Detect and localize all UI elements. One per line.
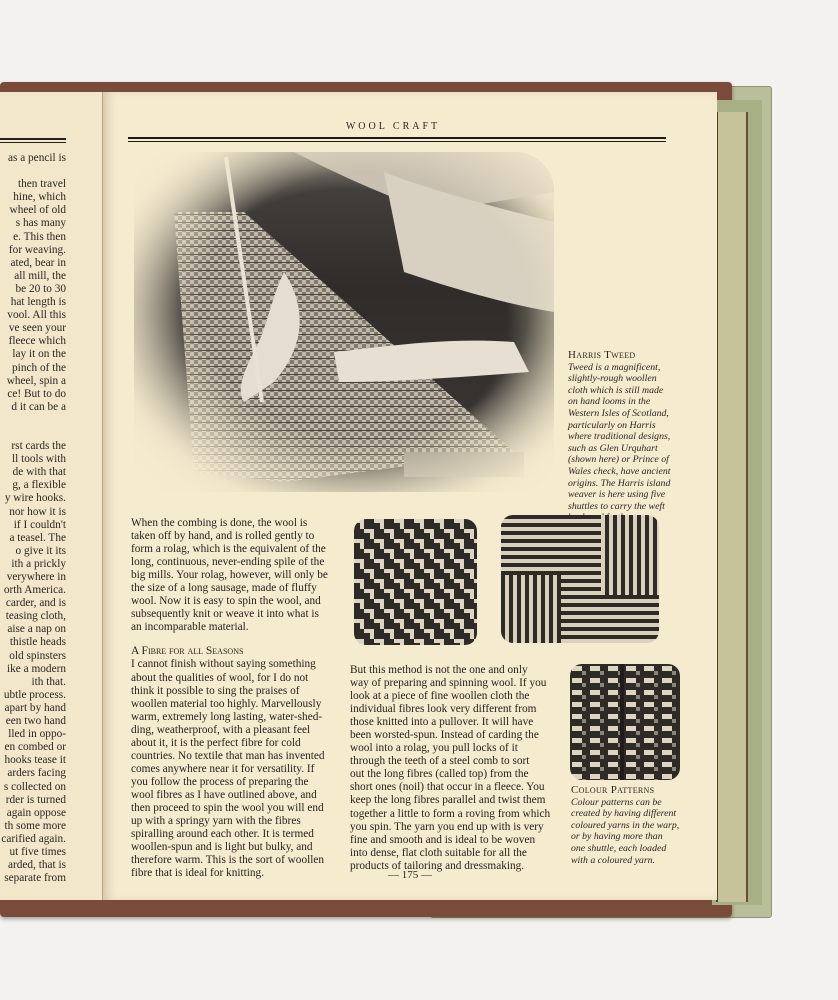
text-line: those knitted into a pullover. It will have xyxy=(350,716,534,729)
text-line: teasing cloth, xyxy=(5,610,66,623)
text-line: into dense, flat cloth suitable for all the xyxy=(350,846,527,859)
text-line: fibre that is ideal for knitting. xyxy=(131,867,265,880)
caption-line: such as Glen Urquhart xyxy=(568,442,658,454)
caption-line: one shuttle, each loaded xyxy=(571,842,667,854)
caption-line: shuttles to carry the weft xyxy=(568,500,665,512)
text-line: aise a nap on xyxy=(7,623,66,636)
text-line: short ones (noil) that occur in a fleece. You xyxy=(350,781,545,794)
text-line: rder is turned xyxy=(5,793,66,806)
text-line: nor how it is xyxy=(9,505,66,518)
text-line: again oppose xyxy=(6,806,66,819)
caption-line: coloured yarns in the warp, xyxy=(571,819,680,831)
text-line: wool fibres as I have outlined above, and xyxy=(131,788,317,801)
text-line: hooks tease it xyxy=(4,754,66,767)
text-line: d it can be a xyxy=(11,400,66,413)
text-line: if I couldn't xyxy=(13,518,66,531)
swatch-check-pattern xyxy=(354,519,477,645)
text-line: en combed or xyxy=(4,741,66,754)
text-line: ith a prickly xyxy=(11,557,66,570)
text-line: s has many xyxy=(15,217,66,230)
text-line: big mills. Your rolag, however, will only be xyxy=(131,569,328,582)
text-line: de with that xyxy=(12,466,66,479)
text-line: arded, that is xyxy=(7,859,66,872)
text-line: wheel of old xyxy=(9,204,66,217)
text-line: o give it its xyxy=(15,544,66,557)
caption-title: Harris Tweed xyxy=(568,349,636,361)
text-line: ubtle process. xyxy=(3,688,66,701)
caption-line: Tweed is a magnificent, xyxy=(568,361,661,373)
text-line: wool. Now it is easy to spin the wool, and xyxy=(131,595,321,608)
text-line: woollen-spun and is light but bulky, and xyxy=(131,841,313,854)
text-line: comes anywhere near it for versatility. If xyxy=(131,762,315,775)
text-line: carified again. xyxy=(1,832,66,845)
text-line: orth America. xyxy=(3,584,66,597)
subheading: A Fibre for all Seasons xyxy=(131,645,244,658)
text-line: verywhere in xyxy=(6,571,66,583)
caption-line: weaver is here using five xyxy=(568,489,666,501)
text-line: all mill, the xyxy=(14,269,66,282)
text-line: ve seen your xyxy=(8,322,66,335)
caption-line: Western Isles of Scotland, xyxy=(568,407,669,419)
text-line: look at a piece of fine woollen cloth the xyxy=(350,690,530,703)
text-line: wool into a rolag, you pull locks of it xyxy=(350,742,518,755)
text-line: When the combing is done, the wool is xyxy=(131,517,308,529)
text-line: fine and smooth and is ideal to be woven xyxy=(350,833,536,846)
text-line: a teasel. The xyxy=(9,531,66,544)
text-line: woollen material too highly. Marvellously xyxy=(131,697,322,710)
text-line: th some more xyxy=(4,819,66,832)
text-line xyxy=(0,427,66,440)
woven-swatch-2 xyxy=(501,515,659,643)
swatch-basket-pattern xyxy=(501,515,659,643)
text-line: rst cards the xyxy=(11,440,66,453)
running-head: WOOL CRAFT xyxy=(345,121,441,132)
head-rule xyxy=(128,137,666,139)
caption-body xyxy=(571,797,683,867)
page-number: — 175 — xyxy=(388,869,432,881)
woven-swatch-1 xyxy=(354,519,477,645)
text-line: therefore warm. This is the sort of woollen xyxy=(131,854,325,867)
text-line: then proceed to spin the wool you will end xyxy=(131,801,324,814)
text-line: een two hand xyxy=(5,715,66,728)
text-line: wheel, spin a xyxy=(6,374,66,387)
text-line: ike a modern xyxy=(7,662,66,675)
left-page-text xyxy=(0,152,66,885)
caption-line: where traditional designs, xyxy=(568,431,671,443)
text-line: individual fibres look very different from xyxy=(350,703,537,716)
column-2 xyxy=(350,664,558,873)
text-line: spiralling around each other. It is termed xyxy=(131,828,314,841)
caption-line: Wales check, have ancient xyxy=(568,465,671,477)
page-edges xyxy=(716,112,748,902)
text-line: arders facing xyxy=(7,767,66,780)
text-line: about the qualities of wool, for I do not xyxy=(131,671,309,684)
text-line: apart by hand xyxy=(4,701,66,714)
text-line: out the long fibres (called top) from the xyxy=(350,768,529,781)
text-line: ut five times xyxy=(9,845,66,858)
text-line: products of tailoring and dressmaking. xyxy=(350,859,525,872)
left-head-rule xyxy=(0,142,66,143)
caption-body xyxy=(568,362,678,524)
text-line: thistle heads xyxy=(9,636,66,649)
caption-line: with a coloured yarn. xyxy=(571,854,655,866)
text-line: together a little to form a roving from which xyxy=(350,807,551,820)
swatch-colour-pattern xyxy=(570,664,680,780)
caption-colour-patterns xyxy=(571,785,683,866)
text-line: you follow the process of preparing the xyxy=(131,775,309,788)
text-line: pinch of the xyxy=(12,361,66,374)
text-line: up with a springy yarn with the fibres xyxy=(131,815,301,828)
caption-harris-tweed xyxy=(568,350,678,524)
text-line: ll tools with xyxy=(12,453,66,466)
caption-line: on hand looms in the xyxy=(568,396,651,408)
head-rule xyxy=(128,141,666,142)
caption-line: slightly-rough woollen xyxy=(568,373,657,385)
text-line: But this method is not the one and only xyxy=(350,664,528,676)
caption-line: (shown here) or Prince of xyxy=(568,454,669,466)
text-line: way of preparing and spinning wool. If you xyxy=(350,677,547,690)
left-page xyxy=(0,92,103,900)
text-line: lled in oppo- xyxy=(8,728,66,741)
text-line: countries. No textile that man has invented xyxy=(131,749,325,762)
caption-line: Colour patterns can be xyxy=(571,796,662,808)
caption-line: origins. The Harris island xyxy=(568,477,671,489)
text-line: be 20 to 30 xyxy=(15,282,66,295)
text-line: warm, extremely long lasting, water-shed- xyxy=(131,710,323,723)
text-line: ce! But to do xyxy=(7,387,66,400)
photo-vignette xyxy=(134,152,554,492)
caption-line: or by having more than xyxy=(571,831,663,843)
text-line: y wire hooks. xyxy=(4,492,66,505)
weaving-photo xyxy=(134,152,554,492)
caption-line: cloth which is still made xyxy=(568,384,664,396)
left-head-rule xyxy=(0,138,66,140)
text-line: the size of a long sausage, made of fluffy xyxy=(131,582,317,595)
column-1-top xyxy=(131,517,335,880)
text-line: through the teeth of a steel comb to sort xyxy=(350,755,530,768)
text-line: think it possible to sing the praises of xyxy=(131,684,300,697)
text-line: subsequently knit or weave it into what is xyxy=(131,608,319,621)
text-line: s collected on xyxy=(3,780,66,793)
text-line: fleece which xyxy=(8,335,66,348)
text-line: then travel xyxy=(18,178,66,191)
text-line: separate from xyxy=(4,872,66,885)
text-line: as a pencil is xyxy=(7,152,66,164)
woven-swatch-3 xyxy=(570,664,680,780)
text-line: ith that. xyxy=(31,675,66,688)
text-line: I cannot finish without saying something xyxy=(131,658,316,671)
text-line: an incomparable material. xyxy=(131,621,249,634)
text-line xyxy=(0,165,66,178)
text-line: old spinsters xyxy=(9,649,66,662)
text-line: for weaving. xyxy=(8,243,66,256)
caption-title: Colour Patterns xyxy=(571,784,655,796)
text-line: g, a flexible xyxy=(12,479,66,492)
text-line: ding, weatherproof, with a pleasant feel xyxy=(131,723,311,736)
text-line: taken off by hand, and is rolled gently to xyxy=(131,530,315,543)
text-line: carder, and is xyxy=(5,597,66,610)
text-line: lay it on the xyxy=(12,348,66,361)
text-line: long, continuous, never-ending spile of the xyxy=(131,556,325,569)
text-line: been worsted-spun. Instead of carding the xyxy=(350,729,539,742)
caption-line: particularly on Harris xyxy=(568,419,656,431)
text-line: e. This then xyxy=(13,230,66,243)
text-line: hat length is xyxy=(10,296,66,309)
text-line: ated, bear in xyxy=(10,256,66,269)
text-line: keep the long fibres parallel and twist them xyxy=(350,794,546,807)
text-line: you spin. The yarn you end up with is very xyxy=(350,820,544,833)
text-line: about it, it is the perfect fibre for cold xyxy=(131,736,301,749)
text-line: form a rolag, which is the equivalent of the xyxy=(131,543,326,556)
text-line: vool. All this xyxy=(7,309,66,322)
text-line xyxy=(0,414,66,427)
caption-line: created by having different xyxy=(571,808,677,820)
text-line: hine, which xyxy=(13,191,66,204)
